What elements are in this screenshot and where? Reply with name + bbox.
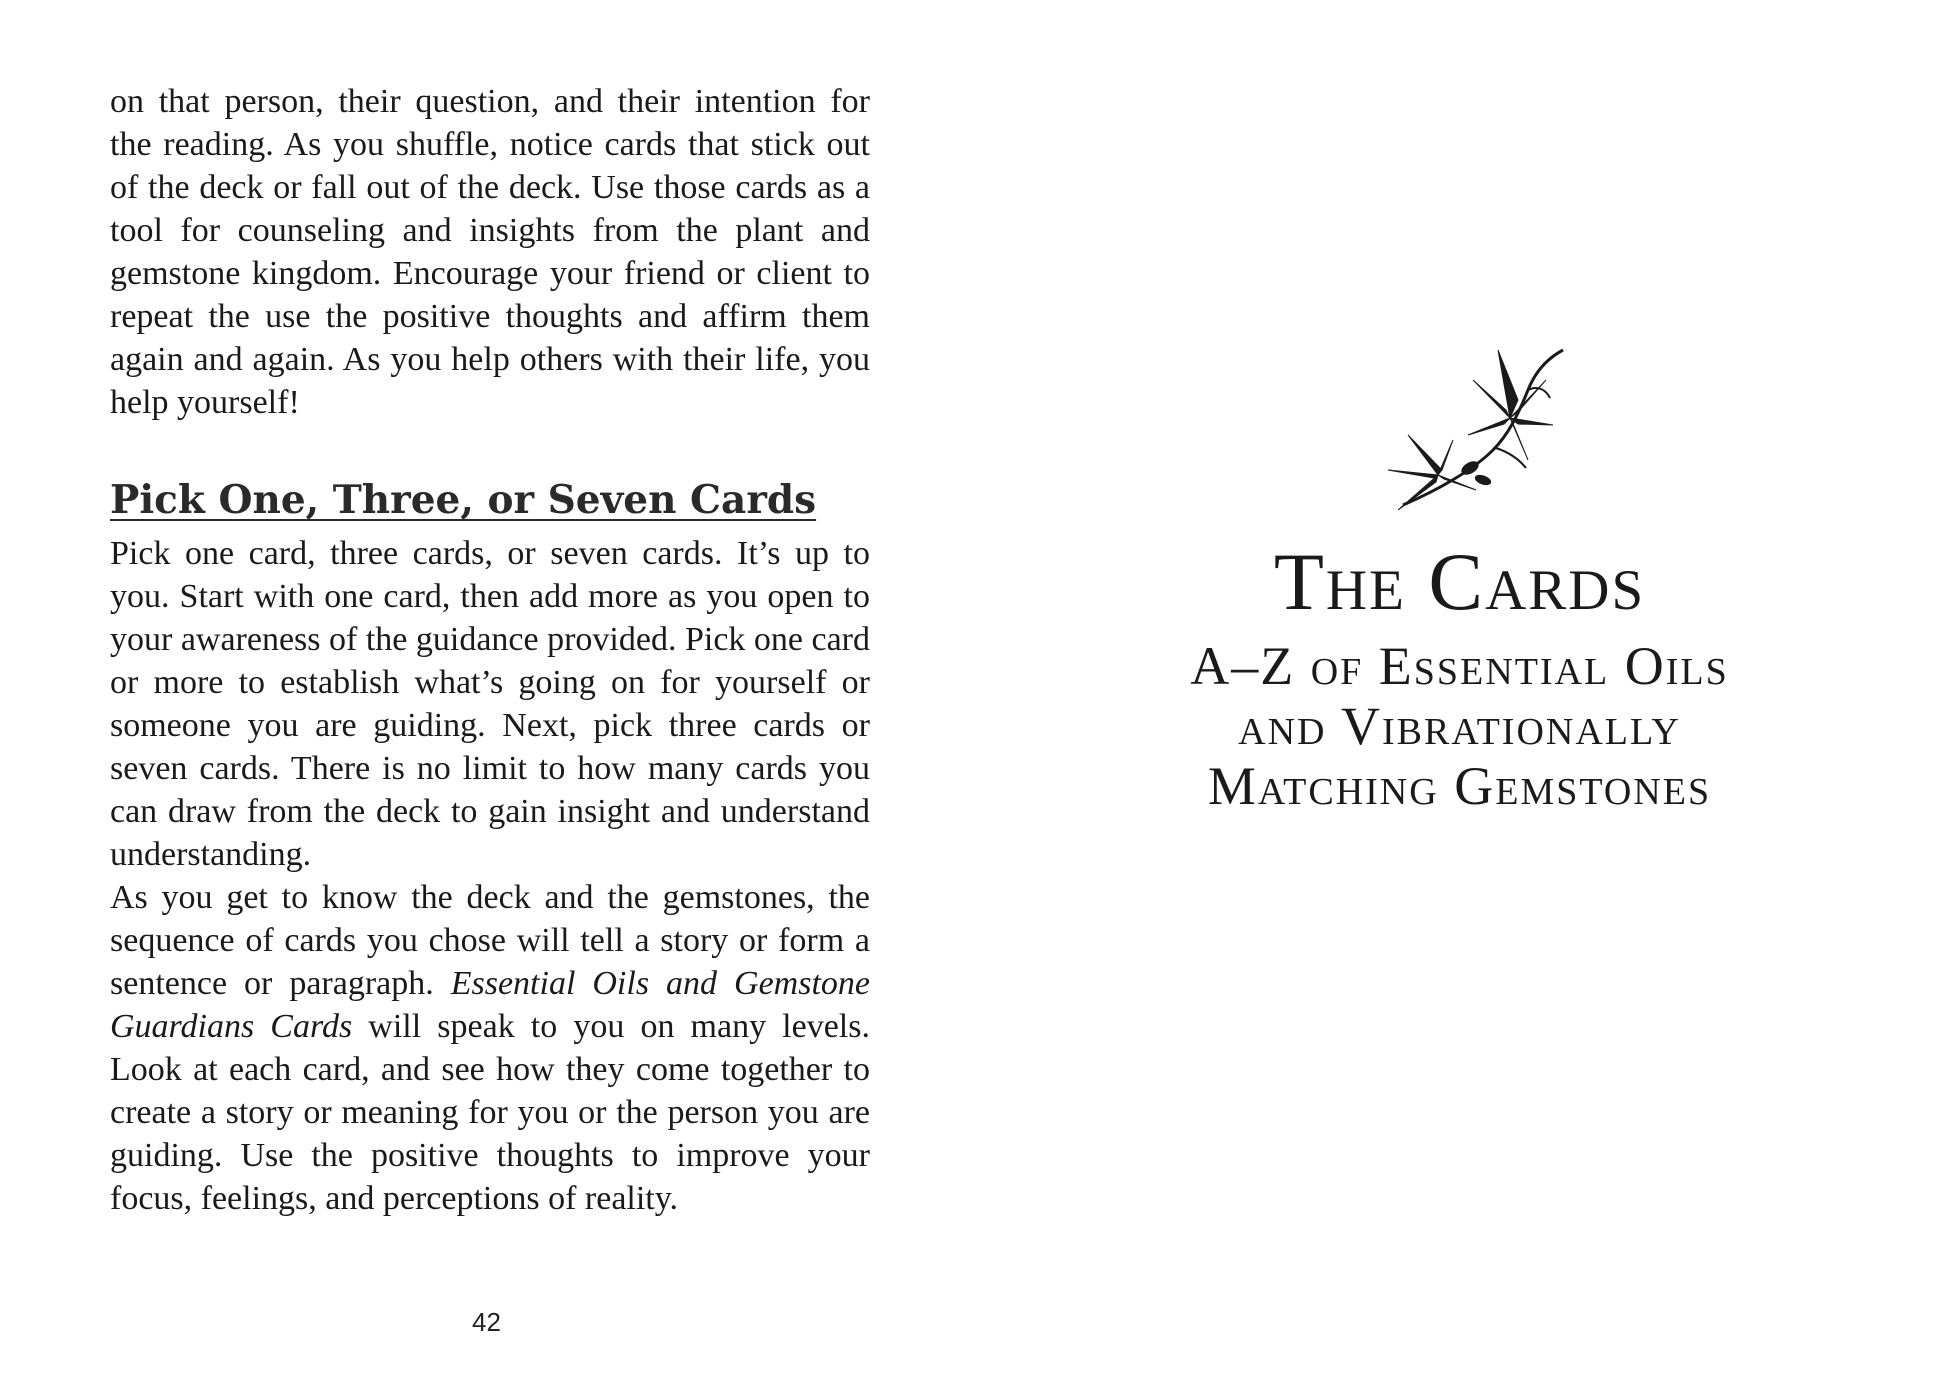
page-number: 42 [472,1307,501,1337]
intro-paragraph: on that person, their question, and their intention for the reading. As you shuffle, notice cards that stick out of the deck or fall out of the deck. Use those cards as a tool for counseling and insights from the plant and gemstone kingdom. Encourage your friend or client to repeat the use the positive thoughts and affirm them again and again. As you help others with their life, you help yourself! [110,83,870,421]
right-page [973,0,1946,1390]
chapter-title: The Cards [1273,536,1646,627]
book-title-italic: Essential Oils and Gemstone Guardians Cards [110,965,870,1045]
story-paragraph [110,876,870,1220]
botanical-leaf-sprig-icon [1378,340,1568,520]
subtitle-line: A–Z of Essential Oils [1190,636,1729,696]
chapter-title-block [973,536,1946,816]
left-text-column [110,80,870,1220]
section-heading: Pick One, Three, or Seven Cards [110,477,817,523]
story-text-start: As you get to know the deck and the gemstones, the sequence of cards you chose will tell a story or form a sentence or paragraph. [110,879,870,1002]
subtitle-line: and Vibrationally [1238,696,1681,756]
chapter-subtitle [973,636,1946,816]
subtitle-line: Matching Gemstones [1207,756,1712,816]
story-text-end: will speak to you on many levels. Look at each card, and see how they come together to create a story or meaning for you or the person you are guiding. Use the positive thoughts to improve your focus, feelings, and perceptions of reality. [110,1008,870,1217]
pick-paragraph: Pick one card, three cards, or seven cards. It’s up to you. Start with one card, then add more as you open to your awareness of the guidance provided. Pick one card or more to establish what’s going on for yourself or someone you are guiding. Next, pick three cards or seven cards. There is no limit to how many cards you can draw from the deck to gain insight and understand understanding. [110,535,871,873]
